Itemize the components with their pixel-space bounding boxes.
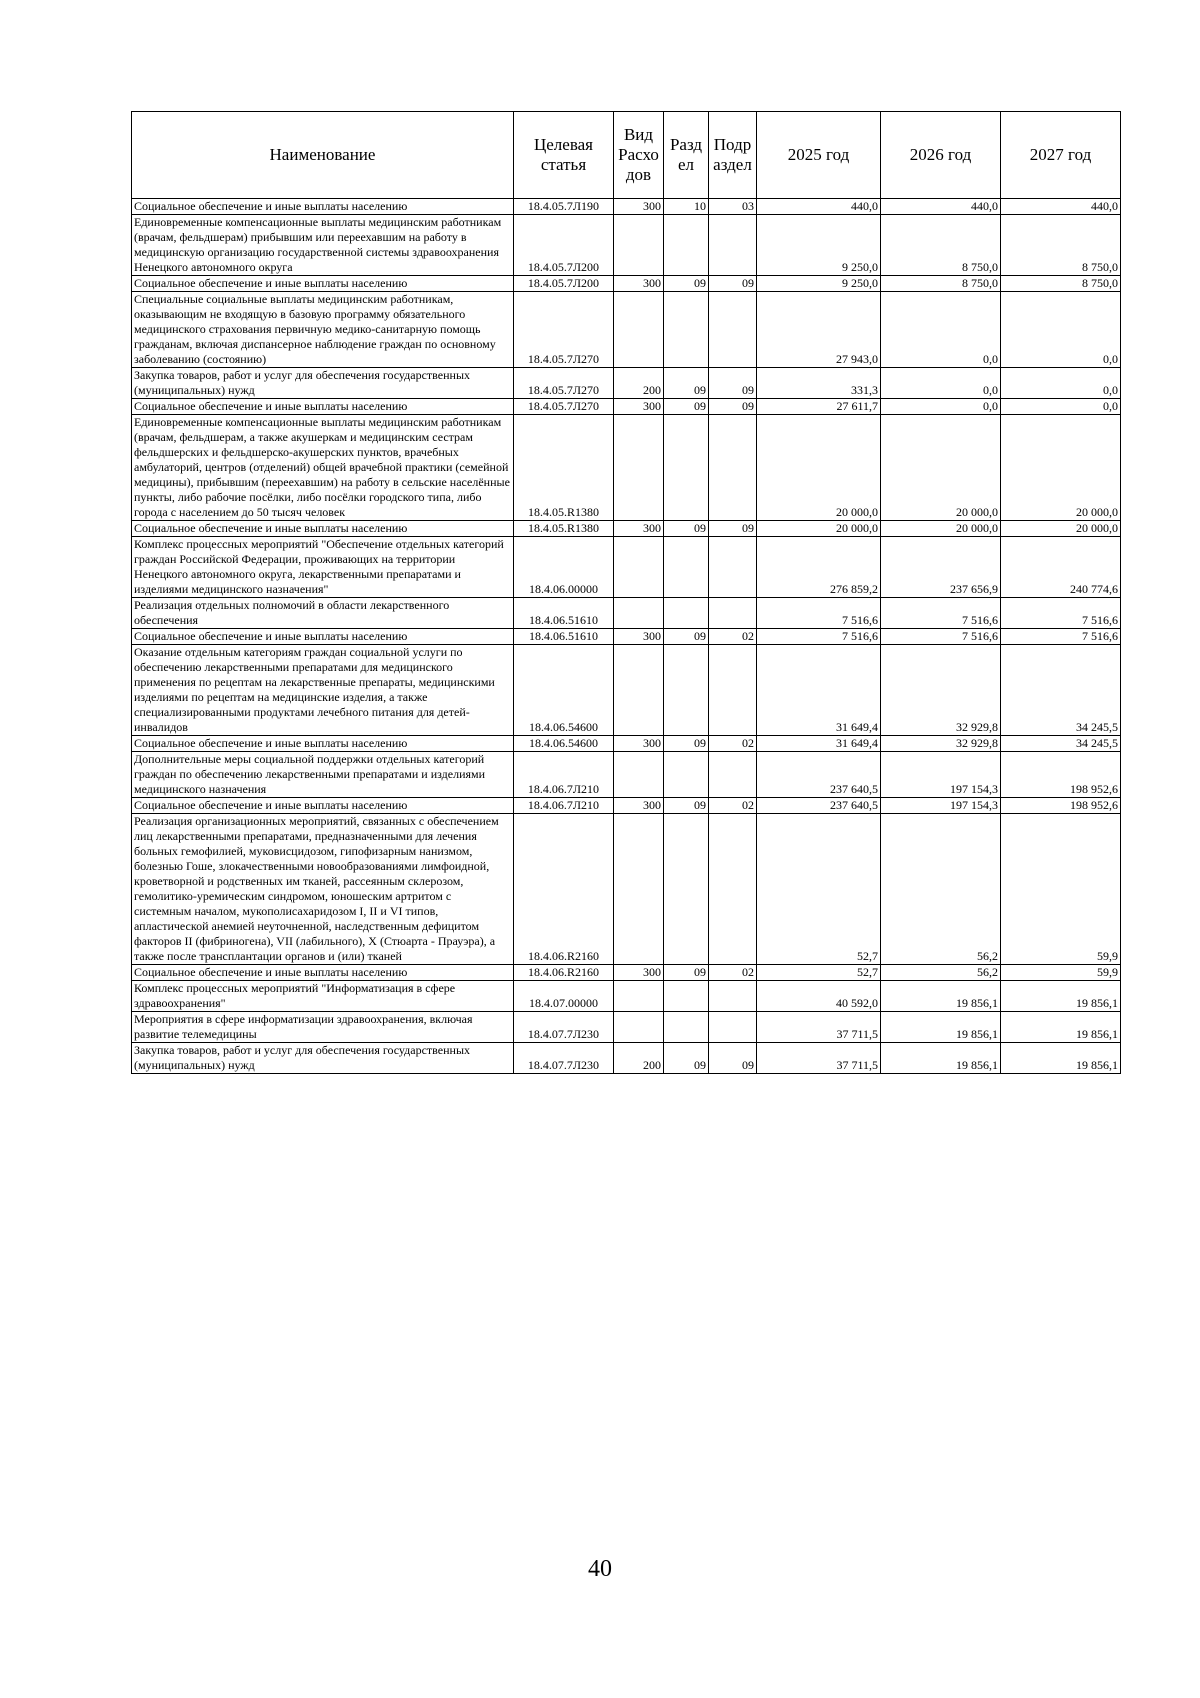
table-row xyxy=(132,521,1121,537)
row-expense-kind-cell xyxy=(614,215,664,276)
table-row xyxy=(132,981,1121,1012)
row-subsection-cell: 09 xyxy=(709,399,757,415)
row-name-cell: Комплекс процессных мероприятий "Информатизация в сфере здравоохранения" xyxy=(132,981,514,1012)
row-section-cell xyxy=(664,215,709,276)
row-section-cell: 09 xyxy=(664,1043,709,1074)
row-target-article-cell: 18.4.05.7Л270 xyxy=(514,399,614,415)
row-expense-kind-cell xyxy=(614,645,664,736)
table-row xyxy=(132,399,1121,415)
row-amount-2025-cell: 331,3 xyxy=(757,368,881,399)
row-target-article-cell: 18.4.05.R1380 xyxy=(514,415,614,521)
table-row xyxy=(132,215,1121,276)
row-amount-2027-cell: 34 245,5 xyxy=(1001,736,1121,752)
row-target-article-cell: 18.4.05.7Л200 xyxy=(514,215,614,276)
header-subsection: Подр аздел xyxy=(709,112,757,199)
row-subsection-cell xyxy=(709,598,757,629)
row-amount-2027-cell: 19 856,1 xyxy=(1001,1012,1121,1043)
budget-table xyxy=(131,111,1121,1074)
row-amount-2026-cell: 237 656,9 xyxy=(881,537,1001,598)
row-section-cell: 09 xyxy=(664,965,709,981)
row-amount-2027-cell: 19 856,1 xyxy=(1001,981,1121,1012)
row-expense-kind-cell xyxy=(614,292,664,368)
row-target-article-cell: 18.4.06.R2160 xyxy=(514,965,614,981)
table-row xyxy=(132,368,1121,399)
row-amount-2027-cell: 240 774,6 xyxy=(1001,537,1121,598)
row-amount-2025-cell: 9 250,0 xyxy=(757,215,881,276)
row-expense-kind-cell xyxy=(614,415,664,521)
row-expense-kind-cell: 300 xyxy=(614,399,664,415)
row-amount-2027-cell: 59,9 xyxy=(1001,965,1121,981)
row-amount-2025-cell: 237 640,5 xyxy=(757,752,881,798)
row-target-article-cell: 18.4.05.7Л200 xyxy=(514,276,614,292)
header-row xyxy=(132,112,1121,199)
row-name-cell: Мероприятия в сфере информатизации здравоохранения, включая развитие телемедицины xyxy=(132,1012,514,1043)
table-row xyxy=(132,814,1121,965)
table-row xyxy=(132,752,1121,798)
row-expense-kind-cell xyxy=(614,537,664,598)
row-target-article-cell: 18.4.06.54600 xyxy=(514,736,614,752)
row-amount-2025-cell: 7 516,6 xyxy=(757,598,881,629)
table-body xyxy=(132,199,1121,1074)
table-row xyxy=(132,645,1121,736)
row-amount-2027-cell: 19 856,1 xyxy=(1001,1043,1121,1074)
table-row xyxy=(132,965,1121,981)
row-target-article-cell: 18.4.05.7Л190 xyxy=(514,199,614,215)
row-amount-2025-cell: 37 711,5 xyxy=(757,1043,881,1074)
row-amount-2027-cell: 198 952,6 xyxy=(1001,798,1121,814)
row-section-cell: 10 xyxy=(664,199,709,215)
row-section-cell xyxy=(664,814,709,965)
row-subsection-cell: 02 xyxy=(709,965,757,981)
row-amount-2026-cell: 7 516,6 xyxy=(881,629,1001,645)
row-name-cell: Социальное обеспечение и иные выплаты населению xyxy=(132,521,514,537)
row-subsection-cell xyxy=(709,752,757,798)
row-name-cell: Социальное обеспечение и иные выплаты населению xyxy=(132,965,514,981)
row-amount-2027-cell: 8 750,0 xyxy=(1001,215,1121,276)
row-amount-2026-cell: 0,0 xyxy=(881,399,1001,415)
row-subsection-cell: 09 xyxy=(709,368,757,399)
row-name-cell: Социальное обеспечение и иные выплаты населению xyxy=(132,399,514,415)
row-amount-2027-cell: 198 952,6 xyxy=(1001,752,1121,798)
row-subsection-cell xyxy=(709,215,757,276)
row-name-cell: Реализация отдельных полномочий в области лекарственного обеспечения xyxy=(132,598,514,629)
header-year-2025: 2025 год xyxy=(757,112,881,199)
header-expense-kind: Вид Расхо дов xyxy=(614,112,664,199)
row-name-cell: Специальные социальные выплаты медицинским работникам, оказывающим не входящую в базовую программу обязательного медицинского страхования первичную медико-санитарную помощь гражданам, включая диспансерное наблюдение граждан по основному заболеванию (состоянию) xyxy=(132,292,514,368)
row-expense-kind-cell xyxy=(614,814,664,965)
row-target-article-cell: 18.4.06.7Л210 xyxy=(514,798,614,814)
table-row xyxy=(132,292,1121,368)
row-name-cell: Социальное обеспечение и иные выплаты населению xyxy=(132,798,514,814)
row-amount-2026-cell: 19 856,1 xyxy=(881,1043,1001,1074)
row-expense-kind-cell: 300 xyxy=(614,276,664,292)
table-row xyxy=(132,736,1121,752)
row-expense-kind-cell: 300 xyxy=(614,736,664,752)
row-subsection-cell: 02 xyxy=(709,629,757,645)
row-amount-2027-cell: 0,0 xyxy=(1001,399,1121,415)
row-amount-2026-cell: 0,0 xyxy=(881,368,1001,399)
row-amount-2027-cell: 8 750,0 xyxy=(1001,276,1121,292)
row-subsection-cell: 09 xyxy=(709,1043,757,1074)
row-amount-2027-cell: 440,0 xyxy=(1001,199,1121,215)
row-name-cell: Дополнительные меры социальной поддержки отдельных категорий граждан по обеспечению лекарственными препаратами и изделиями медицинского назначения xyxy=(132,752,514,798)
row-subsection-cell: 03 xyxy=(709,199,757,215)
row-subsection-cell xyxy=(709,537,757,598)
row-amount-2025-cell: 40 592,0 xyxy=(757,981,881,1012)
row-amount-2026-cell: 32 929,8 xyxy=(881,736,1001,752)
row-amount-2027-cell: 34 245,5 xyxy=(1001,645,1121,736)
row-expense-kind-cell xyxy=(614,598,664,629)
row-subsection-cell xyxy=(709,981,757,1012)
row-expense-kind-cell: 200 xyxy=(614,368,664,399)
row-section-cell xyxy=(664,415,709,521)
row-amount-2026-cell: 8 750,0 xyxy=(881,215,1001,276)
row-name-cell: Закупка товаров, работ и услуг для обеспечения государственных (муниципальных) нужд xyxy=(132,1043,514,1074)
row-subsection-cell: 09 xyxy=(709,276,757,292)
row-target-article-cell: 18.4.06.54600 xyxy=(514,645,614,736)
row-section-cell: 09 xyxy=(664,368,709,399)
row-amount-2026-cell: 20 000,0 xyxy=(881,521,1001,537)
row-amount-2026-cell: 8 750,0 xyxy=(881,276,1001,292)
table-row xyxy=(132,598,1121,629)
row-section-cell xyxy=(664,981,709,1012)
table-row xyxy=(132,537,1121,598)
row-amount-2025-cell: 20 000,0 xyxy=(757,415,881,521)
row-amount-2027-cell: 0,0 xyxy=(1001,368,1121,399)
row-section-cell xyxy=(664,598,709,629)
row-target-article-cell: 18.4.06.51610 xyxy=(514,598,614,629)
row-amount-2025-cell: 27 943,0 xyxy=(757,292,881,368)
table-row xyxy=(132,629,1121,645)
row-name-cell: Социальное обеспечение и иные выплаты населению xyxy=(132,276,514,292)
row-expense-kind-cell: 200 xyxy=(614,1043,664,1074)
row-section-cell xyxy=(664,537,709,598)
row-target-article-cell: 18.4.05.7Л270 xyxy=(514,368,614,399)
row-subsection-cell xyxy=(709,415,757,521)
row-target-article-cell: 18.4.05.R1380 xyxy=(514,521,614,537)
row-amount-2027-cell: 7 516,6 xyxy=(1001,598,1121,629)
header-year-2027: 2027 год xyxy=(1001,112,1121,199)
row-target-article-cell: 18.4.07.7Л230 xyxy=(514,1043,614,1074)
row-target-article-cell: 18.4.06.7Л210 xyxy=(514,752,614,798)
row-target-article-cell: 18.4.06.R2160 xyxy=(514,814,614,965)
row-section-cell xyxy=(664,292,709,368)
row-amount-2025-cell: 31 649,4 xyxy=(757,736,881,752)
row-section-cell xyxy=(664,752,709,798)
row-amount-2025-cell: 237 640,5 xyxy=(757,798,881,814)
row-amount-2026-cell: 440,0 xyxy=(881,199,1001,215)
row-name-cell: Социальное обеспечение и иные выплаты населению xyxy=(132,629,514,645)
row-subsection-cell: 02 xyxy=(709,736,757,752)
row-expense-kind-cell: 300 xyxy=(614,199,664,215)
row-section-cell: 09 xyxy=(664,276,709,292)
header-name: Наименование xyxy=(132,112,514,199)
row-amount-2026-cell: 56,2 xyxy=(881,965,1001,981)
row-name-cell: Единовременные компенсационные выплаты медицинским работникам (врачам, фельдшерам) прибывшим или переехавшим на работу в медицинскую организацию государственной системы здравоохранения Ненецкого автономного округа xyxy=(132,215,514,276)
row-target-article-cell: 18.4.05.7Л270 xyxy=(514,292,614,368)
row-target-article-cell: 18.4.06.00000 xyxy=(514,537,614,598)
row-amount-2025-cell: 276 859,2 xyxy=(757,537,881,598)
header-year-2026: 2026 год xyxy=(881,112,1001,199)
row-name-cell: Закупка товаров, работ и услуг для обеспечения государственных (муниципальных) нужд xyxy=(132,368,514,399)
row-amount-2025-cell: 31 649,4 xyxy=(757,645,881,736)
row-amount-2025-cell: 37 711,5 xyxy=(757,1012,881,1043)
row-amount-2025-cell: 52,7 xyxy=(757,814,881,965)
row-amount-2026-cell: 20 000,0 xyxy=(881,415,1001,521)
row-subsection-cell xyxy=(709,645,757,736)
row-section-cell: 09 xyxy=(664,629,709,645)
row-name-cell: Реализация организационных мероприятий, связанных с обеспечением лиц лекарственными препаратами, предназначенными для лечения больных гемофилией, муковисцидозом, гипофизарным нанизмом, болезнью Гоше, злокачественными новообразованиями лимфоидной, кроветворной и родственных им тканей, рассеянным склерозом, гемолитико-уремическим синдромом, юношеским артритом с системным началом, мукополисахаридозом I, II и VI типов, апластической анемией неуточненной, наследственным дефицитом факторов II (фибриногена), VII (лабильного), X (Стюарта - Прауэра), а также после трансплантации органов и (или) тканей xyxy=(132,814,514,965)
row-expense-kind-cell xyxy=(614,981,664,1012)
row-amount-2026-cell: 197 154,3 xyxy=(881,798,1001,814)
row-expense-kind-cell: 300 xyxy=(614,965,664,981)
row-amount-2027-cell: 0,0 xyxy=(1001,292,1121,368)
table-row xyxy=(132,1043,1121,1074)
row-target-article-cell: 18.4.07.7Л230 xyxy=(514,1012,614,1043)
row-target-article-cell: 18.4.07.00000 xyxy=(514,981,614,1012)
row-subsection-cell xyxy=(709,814,757,965)
row-amount-2026-cell: 19 856,1 xyxy=(881,1012,1001,1043)
row-section-cell: 09 xyxy=(664,736,709,752)
row-amount-2026-cell: 32 929,8 xyxy=(881,645,1001,736)
row-expense-kind-cell xyxy=(614,1012,664,1043)
row-amount-2026-cell: 56,2 xyxy=(881,814,1001,965)
row-target-article-cell: 18.4.06.51610 xyxy=(514,629,614,645)
row-amount-2027-cell: 59,9 xyxy=(1001,814,1121,965)
row-subsection-cell: 09 xyxy=(709,521,757,537)
row-amount-2026-cell: 197 154,3 xyxy=(881,752,1001,798)
row-section-cell xyxy=(664,1012,709,1043)
row-amount-2026-cell: 19 856,1 xyxy=(881,981,1001,1012)
table-row xyxy=(132,415,1121,521)
row-amount-2025-cell: 440,0 xyxy=(757,199,881,215)
table-row xyxy=(132,199,1121,215)
row-section-cell: 09 xyxy=(664,798,709,814)
row-section-cell: 09 xyxy=(664,399,709,415)
row-subsection-cell xyxy=(709,1012,757,1043)
row-amount-2025-cell: 52,7 xyxy=(757,965,881,981)
row-name-cell: Единовременные компенсационные выплаты медицинским работникам (врачам, фельдшерам, а также акушеркам и медицинским сестрам фельдшерских и фельдшерско-акушерских пунктов, врачебных амбулаторий, центров (отделений) общей врачебной практики (семейной медицины), прибывшим (переехавшим) на работу в сельские населённые пункты, либо рабочие посёлки, либо посёлки городского типа, либо города с населением до 50 тысяч человек xyxy=(132,415,514,521)
row-section-cell: 09 xyxy=(664,521,709,537)
row-expense-kind-cell: 300 xyxy=(614,521,664,537)
row-amount-2027-cell: 7 516,6 xyxy=(1001,629,1121,645)
row-amount-2025-cell: 20 000,0 xyxy=(757,521,881,537)
row-name-cell: Комплекс процессных мероприятий "Обеспечение отдельных категорий граждан Российской Федерации, проживающих на территории Ненецкого автономного округа, лекарственными препаратами и изделиями медицинского назначения" xyxy=(132,537,514,598)
row-name-cell: Социальное обеспечение и иные выплаты населению xyxy=(132,736,514,752)
row-amount-2026-cell: 0,0 xyxy=(881,292,1001,368)
row-expense-kind-cell: 300 xyxy=(614,798,664,814)
table-row xyxy=(132,1012,1121,1043)
row-amount-2025-cell: 7 516,6 xyxy=(757,629,881,645)
row-amount-2025-cell: 9 250,0 xyxy=(757,276,881,292)
row-subsection-cell xyxy=(709,292,757,368)
row-expense-kind-cell: 300 xyxy=(614,629,664,645)
row-amount-2027-cell: 20 000,0 xyxy=(1001,415,1121,521)
table-row xyxy=(132,798,1121,814)
row-section-cell xyxy=(664,645,709,736)
header-target-article: Целевая статья xyxy=(514,112,614,199)
page-number: 40 xyxy=(588,1556,612,1582)
row-subsection-cell: 02 xyxy=(709,798,757,814)
row-amount-2027-cell: 20 000,0 xyxy=(1001,521,1121,537)
row-name-cell: Социальное обеспечение и иные выплаты населению xyxy=(132,199,514,215)
row-amount-2025-cell: 27 611,7 xyxy=(757,399,881,415)
header-section: Разд ел xyxy=(664,112,709,199)
row-expense-kind-cell xyxy=(614,752,664,798)
row-name-cell: Оказание отдельным категориям граждан социальной услуги по обеспечению лекарственными препаратами для медицинского применения по рецептам на лекарственные препараты, медицинскими изделиями по рецептам на медицинские изделия, а также специализированными продуктами лечебного питания для детей-инвалидов xyxy=(132,645,514,736)
row-amount-2026-cell: 7 516,6 xyxy=(881,598,1001,629)
table-row xyxy=(132,276,1121,292)
